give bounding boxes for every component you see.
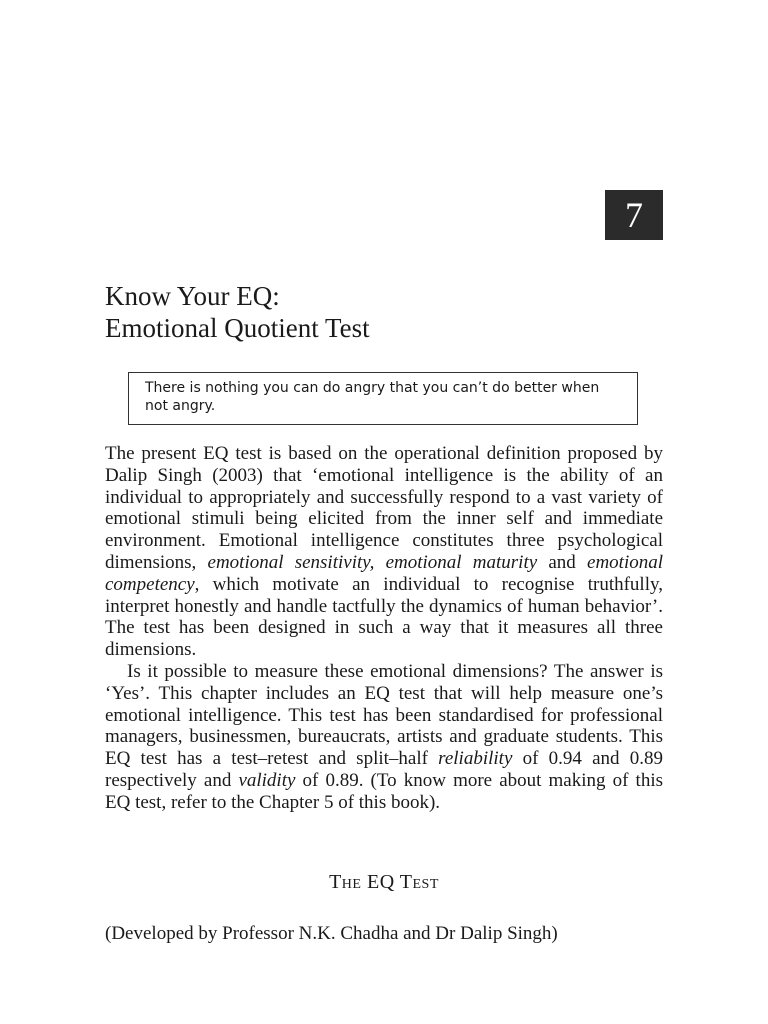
chapter-title-line-2: Emotional Quotient Test — [105, 313, 370, 343]
chapter-number-badge — [605, 190, 663, 240]
paragraph-1 — [105, 443, 663, 661]
paragraph-1-text-b: and — [537, 551, 588, 573]
paragraph-1-emphasis-a: emotional sensitivity, emotional maturity — [207, 551, 538, 573]
paragraph-1-text-c: , which motivate an individual to recognise truthfully, interpret honestly and handle tactfully the dynamics of human behavior’. The test has been designed in such a way that it measures all three dimensions. — [105, 573, 663, 661]
chapter-title-line-1: Know Your EQ: — [105, 281, 280, 311]
chapter-title — [105, 280, 370, 344]
paragraph-1-text-a: The present EQ test is based on the operational definition proposed by Dalip Singh (2003) that ‘emotional intelligence is the ability of an individual to appropriately and successfully respond to a vast variety of emotional stimuli being elicited from the inner self and immediate environment. Emotional intelligence constitutes three psychological dimensions, — [105, 443, 663, 573]
paragraph-2-text-c: of 0.89. (To know more about making of this EQ test, refer to the Chapter 5 of this book). — [105, 769, 663, 813]
epigraph-quote: There is nothing you can do angry that you can’t do better when not angry. — [145, 380, 600, 414]
section-heading: The EQ Test — [329, 871, 439, 893]
paragraph-1-emphasis-b: emotional competency — [105, 551, 664, 595]
epigraph-box — [128, 372, 638, 425]
paragraph-2-text-a: Is it possible to measure these emotional dimensions? The answer is ‘Yes’. This chapter includes an EQ test that will help measure one’s emotional intelligence. This test has been standardised for professional managers, businessmen, bureaucrats, artists and graduate students. This EQ test has a test–retest and split–half — [105, 660, 663, 770]
chapter-number: 7 — [625, 195, 643, 235]
paragraph-2 — [105, 661, 663, 814]
paragraph-2-emphasis-a: reliability — [438, 748, 513, 770]
paragraph-2-emphasis-b: validity — [238, 769, 296, 791]
body-text — [105, 443, 663, 814]
section-credit: (Developed by Professor N.K. Chadha and Dr Dalip Singh) — [105, 923, 558, 944]
paragraph-2-text-b: of 0.94 and 0.89 respectively and — [105, 748, 663, 791]
